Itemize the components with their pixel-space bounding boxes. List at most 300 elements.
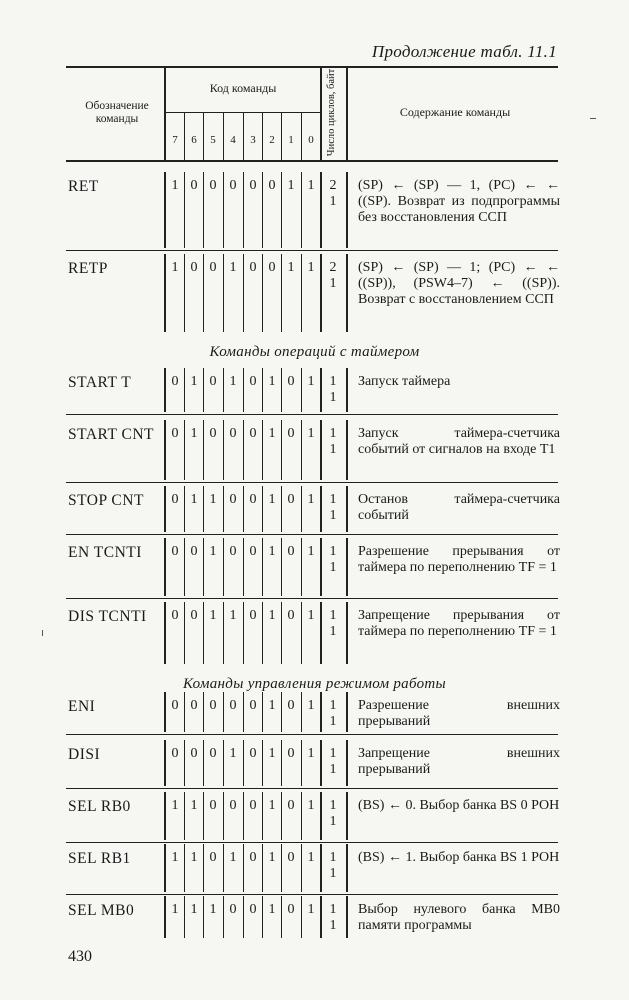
column-rule <box>243 602 244 664</box>
command-description: Запуск таймера <box>358 374 451 389</box>
opcode-bit: 0 <box>171 698 179 713</box>
column-rule <box>203 486 204 532</box>
bit-header-divider <box>262 112 263 162</box>
column-rule <box>262 692 263 732</box>
column-rule <box>262 844 263 892</box>
column-rule <box>301 602 302 664</box>
command-description: Запуск таймера-счетчика событий от сигналов на входе T1 <box>358 426 560 457</box>
command-description: (SP) ← (SP) — 1, (PC) ← ← ((SP). Возврат из подпрограммы без восстановления ССП <box>358 178 560 225</box>
column-rule <box>223 602 224 664</box>
row-separator <box>66 842 558 843</box>
cycles-value: 1 <box>329 902 337 917</box>
bit-header: 0 <box>308 134 314 146</box>
opcode-bit: 0 <box>249 746 257 761</box>
column-rule <box>203 844 204 892</box>
column-rule <box>203 538 204 596</box>
opcode-bit: 0 <box>229 544 237 559</box>
stray-mark <box>42 630 43 636</box>
bytes-value: 1 <box>329 762 337 777</box>
column-rule <box>164 172 166 248</box>
column-rule <box>203 254 204 332</box>
column-rule <box>320 844 322 892</box>
column-rule <box>164 538 166 596</box>
opcode-bit: 0 <box>229 698 237 713</box>
bytes-value: 1 <box>329 194 337 209</box>
column-rule <box>184 896 185 938</box>
row-separator <box>66 894 558 895</box>
table-continuation-title: Продолжение табл. 11.1 <box>371 42 557 61</box>
opcode-bit: 1 <box>209 902 217 917</box>
bit-header-divider <box>184 112 185 162</box>
opcode-bit: 0 <box>209 798 217 813</box>
bit-header: 6 <box>191 134 197 146</box>
column-rule <box>262 254 263 332</box>
bit-header: 1 <box>288 134 294 146</box>
bytes-value: 1 <box>329 624 337 639</box>
column-rule <box>164 792 166 840</box>
column-rule <box>184 692 185 732</box>
bit-header-divider <box>223 112 224 162</box>
opcode-bit: 0 <box>287 492 295 507</box>
column-rule <box>243 538 244 596</box>
column-rule <box>184 172 185 248</box>
opcode-bit: 0 <box>249 850 257 865</box>
opcode-bit: 0 <box>249 798 257 813</box>
column-rule <box>320 740 322 786</box>
opcode-bit: 1 <box>307 374 315 389</box>
bit-header: 7 <box>172 134 178 146</box>
command-mnemonic: SEL RB1 <box>68 850 131 867</box>
column-rule <box>262 538 263 596</box>
command-mnemonic: START CNT <box>68 426 155 443</box>
column-rule <box>203 692 204 732</box>
column-rule <box>203 602 204 664</box>
column-rule <box>346 844 348 892</box>
column-rule <box>301 254 302 332</box>
cycles-value: 2 <box>329 260 337 275</box>
command-mnemonic: STOP CNT <box>68 492 144 509</box>
opcode-bit: 1 <box>190 374 198 389</box>
opcode-bit: 0 <box>209 260 217 275</box>
opcode-bit: 1 <box>268 902 276 917</box>
opcode-bit: 0 <box>268 260 276 275</box>
opcode-bit: 1 <box>171 178 179 193</box>
opcode-bit: 1 <box>190 426 198 441</box>
column-rule <box>184 368 185 412</box>
opcode-bit: 0 <box>287 544 295 559</box>
column-rule <box>346 254 348 332</box>
row-separator <box>66 250 558 251</box>
column-rule <box>346 420 348 480</box>
opcode-bit: 1 <box>229 374 237 389</box>
column-rule <box>281 254 282 332</box>
column-rule <box>243 368 244 412</box>
row-separator <box>66 414 558 415</box>
column-rule <box>223 792 224 840</box>
column-rule <box>262 172 263 248</box>
command-mnemonic: ENI <box>68 698 96 715</box>
column-rule <box>262 368 263 412</box>
column-rule <box>262 740 263 786</box>
column-rule <box>281 792 282 840</box>
column-rule <box>262 792 263 840</box>
opcode-bit: 1 <box>268 608 276 623</box>
column-rule <box>301 844 302 892</box>
opcode-bit: 1 <box>190 798 198 813</box>
column-rule <box>243 740 244 786</box>
opcode-bit: 0 <box>190 178 198 193</box>
column-rule <box>262 896 263 938</box>
opcode-bit: 0 <box>190 698 198 713</box>
opcode-bit: 1 <box>209 544 217 559</box>
column-rule <box>184 602 185 664</box>
command-description: Выбор нулевого банка MB0 памяти программы <box>358 902 560 933</box>
opcode-bit: 1 <box>268 798 276 813</box>
bytes-value: 1 <box>329 814 337 829</box>
column-rule <box>164 602 166 664</box>
bytes-value: 1 <box>329 508 337 523</box>
opcode-bit: 1 <box>307 798 315 813</box>
opcode-bit: 0 <box>209 698 217 713</box>
opcode-bit: 1 <box>268 698 276 713</box>
header-top-rule <box>66 66 558 68</box>
row-separator <box>66 598 558 599</box>
opcode-bit: 0 <box>171 608 179 623</box>
bytes-value: 1 <box>329 390 337 405</box>
bytes-value: 1 <box>329 560 337 575</box>
command-description: Запрещение прерывания от таймера по переполнению TF = 1 <box>358 608 560 639</box>
bit-header-divider <box>281 112 282 162</box>
opcode-bit: 1 <box>190 492 198 507</box>
section-heading-mode: Команды управления режимом работы <box>182 676 447 692</box>
opcode-bit: 0 <box>229 902 237 917</box>
opcode-bit: 0 <box>209 426 217 441</box>
opcode-bit: 0 <box>229 492 237 507</box>
column-rule <box>203 740 204 786</box>
bit-header: 5 <box>210 134 216 146</box>
opcode-bit: 0 <box>229 426 237 441</box>
opcode-bit: 1 <box>307 492 315 507</box>
column-rule <box>243 896 244 938</box>
opcode-bit: 1 <box>307 260 315 275</box>
opcode-bit: 1 <box>307 698 315 713</box>
opcode-bit: 0 <box>190 608 198 623</box>
opcode-bit: 1 <box>209 492 217 507</box>
column-rule <box>320 602 322 664</box>
column-rule <box>164 254 166 332</box>
opcode-bit: 0 <box>249 426 257 441</box>
column-rule <box>320 538 322 596</box>
opcode-bit: 1 <box>229 850 237 865</box>
page-number: 430 <box>68 948 92 965</box>
column-rule <box>164 740 166 786</box>
column-rule <box>243 692 244 732</box>
section-heading-timer: Команды операций с таймером <box>209 344 420 360</box>
opcode-bit: 0 <box>171 374 179 389</box>
column-rule <box>301 740 302 786</box>
opcode-bit: 1 <box>307 178 315 193</box>
column-rule <box>203 420 204 480</box>
column-rule <box>320 486 322 532</box>
column-rule <box>184 844 185 892</box>
opcode-bit: 0 <box>287 798 295 813</box>
column-rule <box>184 792 185 840</box>
column-rule <box>262 602 263 664</box>
column-rule <box>281 486 282 532</box>
bit-header: 2 <box>269 134 275 146</box>
column-rule <box>184 486 185 532</box>
column-rule <box>243 420 244 480</box>
header-bottom-rule <box>66 160 558 162</box>
opcode-bit: 0 <box>287 426 295 441</box>
opcode-bit: 0 <box>287 374 295 389</box>
column-rule <box>164 844 166 892</box>
column-rule <box>281 692 282 732</box>
column-rule <box>346 368 348 412</box>
column-rule <box>281 538 282 596</box>
opcode-bit: 0 <box>287 902 295 917</box>
command-description: (BS) ← 1. Выбор банка BS 1 РОН <box>358 850 560 865</box>
opcode-bit: 0 <box>209 850 217 865</box>
opcode-bit: 0 <box>268 178 276 193</box>
opcode-bit: 0 <box>287 850 295 865</box>
bytes-value: 1 <box>329 442 337 457</box>
column-rule <box>164 692 166 732</box>
opcode-bit: 1 <box>287 178 295 193</box>
column-rule <box>164 896 166 938</box>
opcode-bit: 0 <box>249 260 257 275</box>
cycles-value: 1 <box>329 746 337 761</box>
header-divider <box>346 66 348 162</box>
column-rule <box>346 172 348 248</box>
column-rule <box>262 486 263 532</box>
column-rule <box>223 740 224 786</box>
column-rule <box>281 368 282 412</box>
column-rule <box>164 420 166 480</box>
bytes-value: 1 <box>329 276 337 291</box>
command-mnemonic: DIS TCNTI <box>68 608 147 625</box>
row-separator <box>66 482 558 483</box>
opcode-bit: 1 <box>229 746 237 761</box>
command-description: Разрешение внешних прерываний <box>358 698 560 729</box>
content-column-header: Содержание команды <box>399 105 511 119</box>
cycles-value: 1 <box>329 698 337 713</box>
column-rule <box>184 254 185 332</box>
opcode-bit: 0 <box>209 746 217 761</box>
column-rule <box>346 538 348 596</box>
column-rule <box>301 792 302 840</box>
opcode-bit: 1 <box>307 850 315 865</box>
opcode-bit: 0 <box>229 798 237 813</box>
column-rule <box>223 368 224 412</box>
row-separator <box>66 534 558 535</box>
cycles-value: 1 <box>329 850 337 865</box>
column-rule <box>203 792 204 840</box>
cycles-value: 1 <box>329 608 337 623</box>
opcode-bit: 1 <box>229 608 237 623</box>
command-mnemonic: START T <box>68 374 132 391</box>
opcode-bit: 1 <box>307 746 315 761</box>
opcode-bit: 0 <box>249 544 257 559</box>
opcode-bit: 1 <box>307 544 315 559</box>
column-rule <box>301 692 302 732</box>
column-rule <box>223 844 224 892</box>
opcode-bit: 0 <box>249 492 257 507</box>
column-rule <box>320 368 322 412</box>
opcode-bit: 1 <box>209 608 217 623</box>
bytes-value: 1 <box>329 918 337 933</box>
command-description: Запрещение внешних прерываний <box>358 746 560 777</box>
bit-header-divider <box>203 112 204 162</box>
column-rule <box>301 896 302 938</box>
column-rule <box>281 740 282 786</box>
column-rule <box>223 486 224 532</box>
column-rule <box>203 172 204 248</box>
column-rule <box>320 420 322 480</box>
opcode-bit: 1 <box>190 902 198 917</box>
column-rule <box>301 486 302 532</box>
cycles-value: 1 <box>329 374 337 389</box>
cycles-value: 2 <box>329 178 337 193</box>
row-separator <box>66 734 558 735</box>
opcode-bit: 0 <box>171 746 179 761</box>
code-column-header: Код команды <box>209 81 277 95</box>
opcode-bit: 1 <box>268 544 276 559</box>
cycles-value: 1 <box>329 492 337 507</box>
column-rule <box>223 420 224 480</box>
column-rule <box>243 254 244 332</box>
column-rule <box>281 602 282 664</box>
column-rule <box>320 692 322 732</box>
opcode-bit: 0 <box>190 544 198 559</box>
command-mnemonic: SEL MB0 <box>68 902 135 919</box>
column-rule <box>164 486 166 532</box>
column-rule <box>164 368 166 412</box>
opcode-bit: 0 <box>171 492 179 507</box>
bit-header-divider <box>243 112 244 162</box>
column-rule <box>320 896 322 938</box>
command-mnemonic: RETP <box>68 260 108 277</box>
opcode-bit: 0 <box>190 746 198 761</box>
column-rule <box>281 172 282 248</box>
opcode-bit: 1 <box>307 608 315 623</box>
opcode-bit: 0 <box>209 178 217 193</box>
opcode-bit: 1 <box>287 260 295 275</box>
command-mnemonic: DISI <box>68 746 101 763</box>
opcode-bit: 0 <box>229 178 237 193</box>
command-description: (BS) ← 0. Выбор банка BS 0 РОН <box>358 798 560 813</box>
mnemonic-column-header: Обозначение команды <box>85 100 149 125</box>
bit-header: 3 <box>250 134 256 146</box>
column-rule <box>203 368 204 412</box>
command-description: (SP) ← (SP) — 1; (PC) ← ← ((SP)), (PSW4–7) ← ((SP)). Возврат с восстановлением ССП <box>358 260 560 307</box>
opcode-bit: 1 <box>268 374 276 389</box>
opcode-bit: 0 <box>249 698 257 713</box>
column-rule <box>346 486 348 532</box>
column-rule <box>184 740 185 786</box>
column-rule <box>203 896 204 938</box>
command-mnemonic: EN TCNTI <box>68 544 142 561</box>
column-rule <box>223 172 224 248</box>
column-rule <box>346 740 348 786</box>
column-rule <box>243 172 244 248</box>
column-rule <box>223 896 224 938</box>
column-rule <box>346 896 348 938</box>
row-separator <box>66 788 558 789</box>
column-rule <box>346 792 348 840</box>
column-rule <box>184 420 185 480</box>
column-rule <box>223 254 224 332</box>
command-description: Разрешение прерывания от таймера по переполнению TF = 1 <box>358 544 560 575</box>
command-description: Останов таймера-счетчика событий <box>358 492 560 523</box>
bytes-value: 1 <box>329 866 337 881</box>
opcode-bit: 0 <box>171 544 179 559</box>
column-rule <box>320 172 322 248</box>
opcode-bit: 1 <box>268 746 276 761</box>
opcode-bit: 1 <box>268 426 276 441</box>
column-rule <box>281 844 282 892</box>
column-rule <box>223 538 224 596</box>
opcode-bit: 0 <box>287 698 295 713</box>
cycles-value: 1 <box>329 544 337 559</box>
column-rule <box>301 368 302 412</box>
opcode-bit: 1 <box>307 902 315 917</box>
column-rule <box>346 692 348 732</box>
column-rule <box>184 538 185 596</box>
column-rule <box>301 172 302 248</box>
column-rule <box>301 420 302 480</box>
column-rule <box>320 792 322 840</box>
cycles-value: 1 <box>329 798 337 813</box>
column-rule <box>301 538 302 596</box>
opcode-bit: 0 <box>209 374 217 389</box>
column-rule <box>243 844 244 892</box>
opcode-bit: 1 <box>268 492 276 507</box>
bit-header: 4 <box>230 134 236 146</box>
opcode-bit: 1 <box>229 260 237 275</box>
column-rule <box>262 420 263 480</box>
opcode-bit: 0 <box>287 608 295 623</box>
opcode-bit: 0 <box>249 608 257 623</box>
opcode-bit: 0 <box>249 902 257 917</box>
command-mnemonic: SEL RB0 <box>68 798 131 815</box>
column-rule <box>243 792 244 840</box>
column-rule <box>223 692 224 732</box>
opcode-bit: 0 <box>171 426 179 441</box>
opcode-bit: 1 <box>268 850 276 865</box>
column-rule <box>243 486 244 532</box>
opcode-bit: 1 <box>171 902 179 917</box>
cycles-bytes-column-header: Число циклов, байт <box>326 68 338 156</box>
stray-mark <box>590 118 596 119</box>
opcode-bit: 0 <box>287 746 295 761</box>
column-rule <box>346 602 348 664</box>
column-rule <box>320 254 322 332</box>
opcode-bit: 1 <box>171 798 179 813</box>
opcode-bit: 1 <box>171 260 179 275</box>
opcode-bit: 0 <box>249 374 257 389</box>
bytes-value: 1 <box>329 714 337 729</box>
opcode-bit: 1 <box>190 850 198 865</box>
opcode-bit: 1 <box>307 426 315 441</box>
cycles-value: 1 <box>329 426 337 441</box>
column-rule <box>281 896 282 938</box>
bit-header-divider <box>301 112 302 162</box>
opcode-bit: 0 <box>249 178 257 193</box>
header-divider <box>164 66 166 162</box>
command-mnemonic: RET <box>68 178 99 195</box>
opcode-bit: 0 <box>190 260 198 275</box>
